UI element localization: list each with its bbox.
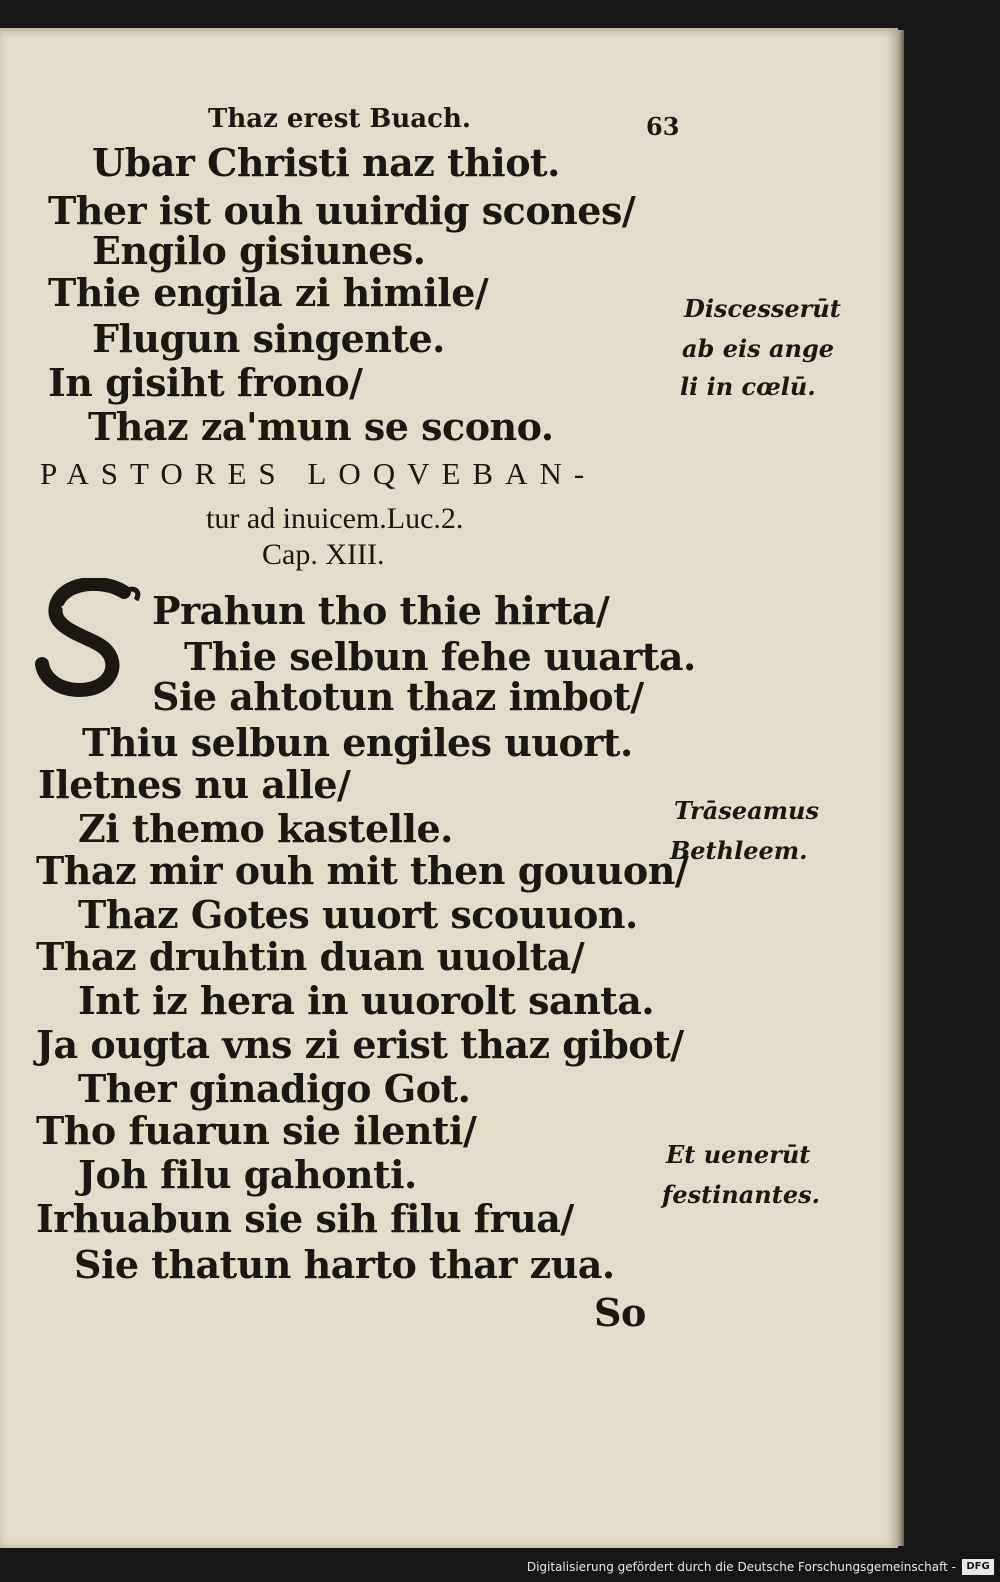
verse-line: Ja ougta vns zi erist thaz gibot/: [36, 1022, 684, 1067]
margin-note-line: Trāseamus: [674, 796, 819, 825]
verse-line: Thaz druhtin duan uuolta/: [36, 934, 585, 979]
verse-line: Thaz Gotes uuort scouuon.: [78, 892, 638, 937]
margin-note-line: Bethleem.: [670, 836, 808, 865]
verse-line: Irhuabun sie sih filu frua/: [36, 1196, 574, 1241]
verse-line: Joh filu gahonti.: [78, 1152, 417, 1197]
rubric-heading: PASTORES LOQVEBAN-: [40, 456, 597, 491]
chapter-number: Cap. XIII.: [262, 538, 385, 571]
verse-line: Iletnes nu alle/: [38, 762, 351, 807]
rubric-subheading: tur ad inuicem.Luc.2.: [206, 502, 464, 535]
verse-line: Flugun singente.: [92, 316, 445, 361]
dfg-logo: DFG: [962, 1559, 994, 1575]
verse-line: In gisiht frono/: [48, 360, 363, 405]
verse-line: Ther ginadigo Got.: [78, 1066, 471, 1111]
margin-note-line: Et uenerūt: [666, 1140, 811, 1169]
verse-line: Prahun tho thie hirta/: [152, 588, 610, 633]
margin-note-line: Discesserūt: [684, 294, 841, 323]
catchword: So: [594, 1290, 646, 1335]
page-edge: [898, 30, 904, 1546]
verse-line: Sie thatun harto thar zua.: [74, 1242, 615, 1287]
funding-credit: Digitalisierung gefördert durch die Deutsche Forschungsgemeinschaft -: [526, 1560, 956, 1574]
page-number: 63: [646, 112, 680, 141]
verse-line: Ther ist ouh uuirdig scones/: [48, 188, 636, 233]
verse-line: Thie selbun fehe uuarta.: [184, 634, 696, 679]
verse-line: Sie ahtotun thaz imbot/: [152, 674, 644, 719]
verse-line: Int iz hera in uuorolt santa.: [78, 978, 655, 1023]
verse-line: Thaz za'mun se scono.: [88, 404, 554, 449]
digitization-footer: [0, 1552, 1000, 1582]
verse-line: Zi themo kastelle.: [78, 806, 453, 851]
margin-note-line: festinantes.: [662, 1180, 820, 1209]
running-title: Thaz erest Buach.: [208, 104, 471, 134]
svg-text:S: S: [128, 696, 129, 697]
verse-line: Tho fuarun sie ilenti/: [36, 1108, 477, 1153]
verse-line: Engilo gisiunes.: [92, 228, 426, 273]
verse-line: Thiu selbun engiles uuort.: [82, 720, 633, 765]
decorated-initial: [32, 578, 150, 700]
verse-line: Ubar Christi naz thiot.: [92, 140, 560, 185]
margin-note-line: li in cœlū.: [680, 372, 816, 401]
verse-line: Thie engila zi himile/: [48, 270, 489, 315]
margin-note-line: ab eis ange: [682, 334, 834, 363]
verse-line: Thaz mir ouh mit then gouuon/: [36, 848, 689, 893]
